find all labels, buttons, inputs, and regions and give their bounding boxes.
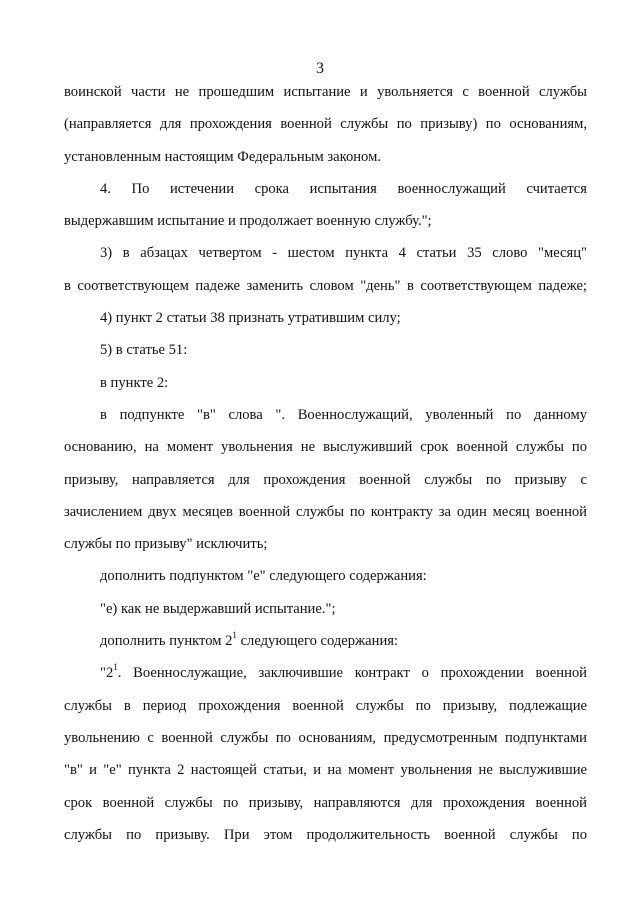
text-line-7: в соответствующем падеже заменить словом "день" в соответствующем падеже; [64, 277, 587, 294]
text-line-23: срок военной службы по призыву, направляются для прохождения военной [64, 794, 587, 811]
text-line-6: 3) в абзацах четвертом - шестом пункта 4 статьи 35 слово "месяц" [100, 245, 587, 262]
text-line-18-end: следующего содержания: [240, 633, 399, 650]
text-line-24: службы по призыву. При этом продолжительность военной службы по [64, 826, 587, 843]
text-line-15: службы по призыву" исключить; [64, 536, 268, 553]
text-line-9: 5) в статье 51: [100, 342, 188, 359]
text-line-13: призыву, направляется для прохождения военной службы по призыву с [64, 471, 587, 488]
text-line-4: 4. По истечении срока испытания военнослужащий считается [100, 180, 587, 197]
text-line-5: выдержавшим испытание и продолжает военную службу."; [64, 213, 432, 230]
text-line-18-start: дополнить пунктом 2 [100, 633, 233, 650]
text-line-8: 4) пункт 2 статьи 38 признать утратившим силу; [100, 310, 401, 327]
page-number: 3 [316, 60, 324, 77]
text-line-20: службы в период прохождения военной службы по призыву, подлежащие [64, 697, 587, 714]
text-line-18 [64, 625, 587, 657]
text-line-1: воинской части не прошедшим испытание и увольняется с военной службы [64, 84, 587, 100]
superscript-one: 1 [232, 630, 237, 641]
text-line-19-end: . Военнослужащие, заключившие контракт о прохождении военной [117, 665, 587, 682]
text-line-10: в пункте 2: [100, 374, 169, 391]
superscript-one-second: 1 [113, 662, 118, 673]
text-line-14: зачислением двух месяцев военной службы по контракту за один месяц военной [64, 503, 587, 520]
text-line-17: "е) как не выдержавший испытание."; [100, 600, 336, 617]
text-line-19-start: "2 [100, 665, 114, 682]
text-line-21: увольнению с военной службы по основаниям, предусмотренным подпунктами [64, 729, 587, 746]
text-line-11: в подпункте "в" слова ". Военнослужащий, уволенный по данному [100, 406, 587, 423]
text-line-16: дополнить подпунктом "е" следующего содержания: [100, 568, 427, 585]
text-line-2: (направляется для прохождения военной службы по призыву) по основаниям, [64, 116, 587, 133]
text-line-3: установленным настоящим Федеральным законом. [64, 148, 381, 165]
document-body [64, 76, 587, 851]
text-line-19 [64, 657, 587, 689]
text-line-12: основанию, на момент увольнения не выслуживший срок военной службы по [64, 439, 587, 456]
text-line-22: "в" и "е" пункта 2 настоящей статьи, и на момент увольнения не выслужившие [64, 762, 587, 779]
